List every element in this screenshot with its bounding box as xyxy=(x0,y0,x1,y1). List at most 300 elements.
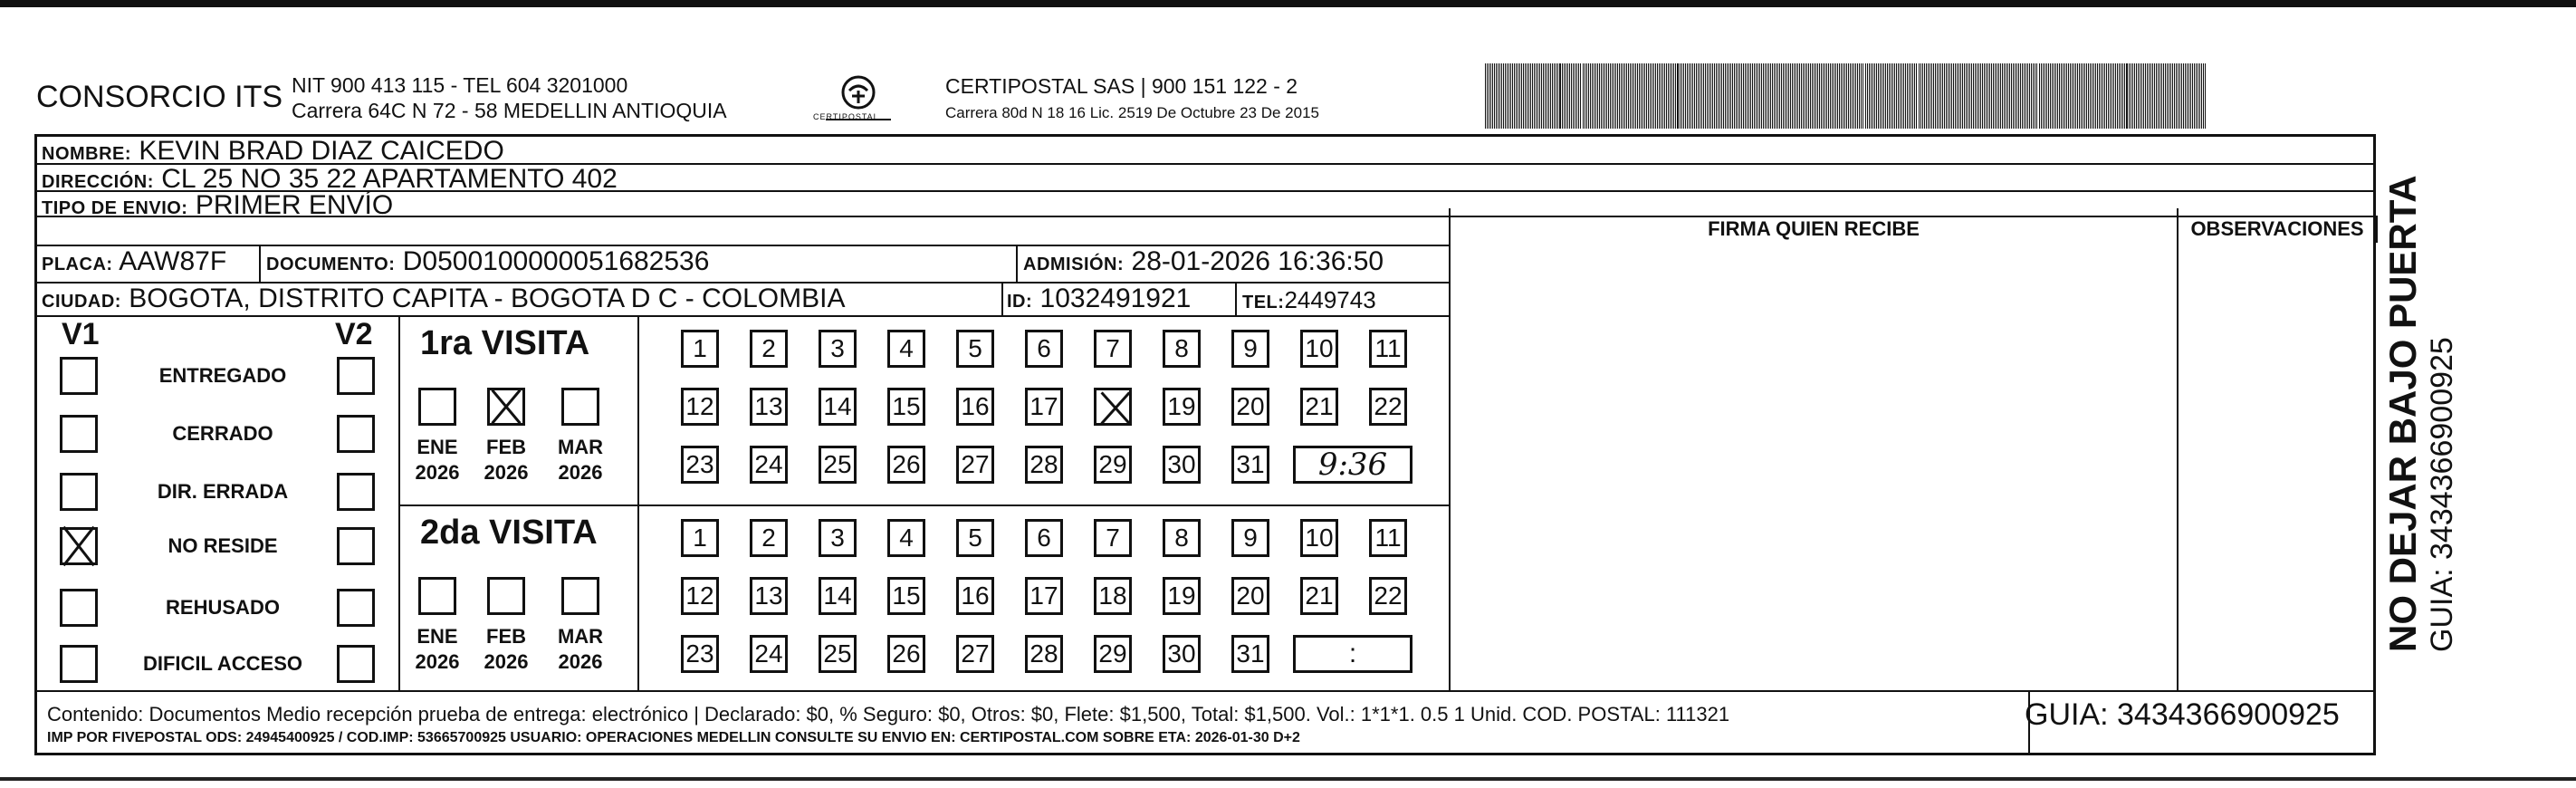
visit-time: : xyxy=(1348,639,1357,668)
barcode-bar xyxy=(2143,63,2144,129)
day-checkbox[interactable]: 27 xyxy=(956,635,994,673)
day-checkbox[interactable]: 19 xyxy=(1163,577,1201,615)
month-year: 2026 xyxy=(415,461,460,484)
day-checkbox[interactable]: 11 xyxy=(1369,330,1407,368)
barcode-bar xyxy=(2188,63,2189,129)
barcode-bar xyxy=(2090,63,2091,129)
v1-checkbox[interactable] xyxy=(60,473,98,511)
barcode-bar xyxy=(1494,63,1495,129)
barcode-bar xyxy=(1973,63,1974,129)
v1-checkbox[interactable] xyxy=(60,415,98,453)
barcode-bar xyxy=(2170,63,2171,129)
barcode-bar xyxy=(1835,63,1836,129)
id-label: ID: xyxy=(1007,292,1033,312)
tel-field xyxy=(1242,286,1376,314)
barcode-bar xyxy=(1562,63,1563,129)
barcode-bar xyxy=(1588,63,1589,129)
barcode-bar xyxy=(2072,63,2073,129)
v2-checkbox[interactable] xyxy=(337,527,375,565)
barcode-bar xyxy=(1701,63,1702,129)
day-checkbox[interactable]: 31 xyxy=(1231,446,1269,484)
barcode-bar xyxy=(2132,63,2133,129)
barcode-bar xyxy=(2066,63,2067,129)
side-guia: GUIA: 3434366900925 xyxy=(2425,337,2459,652)
barcode-bar xyxy=(1586,63,1587,129)
contents-line: Contenido: Documentos Medio recepción prueba de entrega: electrónico | Declarado: $0, % Seguro: $0, Otros: $0, Flete: $1,500, Total: $1,500. Vol.: 1*1*1. 0.5 1 Unid. COD. POSTAL: 111321 xyxy=(47,703,1730,726)
barcode-bar xyxy=(1685,63,1686,129)
month-checkbox[interactable] xyxy=(561,388,599,426)
day-checkbox[interactable]: 9 xyxy=(1231,519,1269,557)
barcode-bar xyxy=(2201,63,2202,129)
barcode-bar xyxy=(1528,63,1529,129)
barcode-bar xyxy=(2095,63,2096,129)
barcode-bar xyxy=(1894,63,1895,129)
day-checkbox[interactable]: 13 xyxy=(750,577,788,615)
barcode-bar xyxy=(1677,63,1679,129)
barcode-bar xyxy=(1781,63,1782,129)
barcode-bar xyxy=(1510,63,1511,129)
month-checkbox[interactable] xyxy=(418,388,456,426)
v2-checkbox[interactable] xyxy=(337,473,375,511)
day-checkbox[interactable]: 11 xyxy=(1369,519,1407,557)
admision-value: 28-01-2026 16:36:50 xyxy=(1131,246,1384,276)
barcode-bar xyxy=(1960,63,1961,129)
month-name: MAR xyxy=(557,436,604,458)
month-year: 2026 xyxy=(484,650,529,673)
barcode-bar xyxy=(1545,63,1546,129)
barcode-bar xyxy=(1940,63,1941,129)
ciudad-field xyxy=(42,283,846,314)
barcode-bar xyxy=(1743,63,1744,129)
barcode-bar xyxy=(2050,63,2051,129)
column-divider xyxy=(1449,208,1451,690)
observaciones-header: OBSERVACIONES xyxy=(2190,217,2364,240)
day-checkbox[interactable]: 6 xyxy=(1025,519,1063,557)
day-checkbox[interactable]: 26 xyxy=(887,635,925,673)
day-checkbox[interactable]: 16 xyxy=(956,577,994,615)
barcode-bar xyxy=(1989,63,1990,129)
barcode-bar xyxy=(1801,63,1802,129)
barcode-bar xyxy=(2073,63,2074,129)
day-checkbox[interactable]: 20 xyxy=(1231,388,1269,426)
v2-checkbox[interactable] xyxy=(337,415,375,453)
day-checkbox[interactable]: 13 xyxy=(750,388,788,426)
barcode-bar xyxy=(2203,63,2204,129)
barcode-bar xyxy=(2196,63,2197,129)
barcode-bar xyxy=(2102,63,2103,129)
day-checkbox[interactable]: 28 xyxy=(1025,446,1063,484)
v1-checkbox[interactable] xyxy=(60,589,98,627)
barcode-bar xyxy=(2011,63,2012,129)
month-year: 2026 xyxy=(415,650,460,673)
barcode-bar xyxy=(1557,63,1558,129)
day-checkbox[interactable]: 30 xyxy=(1163,446,1201,484)
barcode-bar xyxy=(1721,63,1722,129)
barcode-bar xyxy=(1619,63,1620,129)
month-year: 2026 xyxy=(558,650,603,673)
day-checkbox[interactable]: 25 xyxy=(819,635,857,673)
barcode-bar xyxy=(1754,63,1755,129)
barcode-bar xyxy=(1966,63,1967,129)
day-checkbox[interactable]: 17 xyxy=(1025,577,1063,615)
barcode-bar xyxy=(1536,63,1537,129)
admision-field xyxy=(1023,246,1384,277)
barcode-bar xyxy=(1569,63,1570,129)
status-label: DIFICIL ACCESO xyxy=(142,652,302,675)
barcode-bar xyxy=(1993,63,1994,129)
print-info-line: IMP POR FIVEPOSTAL ODS: 24945400925 / COD.IMP: 53665700925 USUARIO: OPERACIONES MEDELLIN CONSULTE SU ENVIO EN: CERTIPOSTAL.COM SOBRE ETA: 2026-01-30 D+2 xyxy=(47,730,1300,745)
barcode-bar xyxy=(1837,63,1838,129)
placa-field xyxy=(42,246,226,277)
barcode-bar xyxy=(1692,63,1693,129)
day-checkbox[interactable]: 17 xyxy=(1025,388,1063,426)
day-checkbox[interactable]: 23 xyxy=(681,635,719,673)
barcode-bar xyxy=(1790,63,1791,129)
barcode-bar xyxy=(1765,63,1766,129)
barcode-bar xyxy=(1962,63,1963,129)
day-checkbox[interactable]: 29 xyxy=(1094,635,1132,673)
day-checkbox[interactable] xyxy=(1094,388,1132,426)
barcode-bar xyxy=(1576,63,1577,129)
day-checkbox[interactable]: 7 xyxy=(1094,519,1132,557)
address-line: Carrera 64C N 72 - 58 MEDELLIN ANTIOQUIA xyxy=(292,99,727,122)
barcode-bar xyxy=(2020,63,2021,129)
column-divider xyxy=(1001,282,1003,315)
barcode-bar xyxy=(2141,63,2142,129)
barcode-bar xyxy=(1889,63,1890,129)
barcode-bar xyxy=(1501,63,1502,129)
barcode-bar xyxy=(1832,63,1833,129)
barcode-bar xyxy=(2129,63,2130,129)
day-checkbox[interactable]: 22 xyxy=(1369,388,1407,426)
barcode-bar xyxy=(2154,63,2155,129)
barcode-bar xyxy=(2152,63,2153,129)
v1-checkbox[interactable] xyxy=(60,645,98,683)
barcode-bar xyxy=(2108,63,2109,129)
day-checkbox[interactable]: 20 xyxy=(1231,577,1269,615)
barcode-bar xyxy=(1819,63,1820,129)
barcode-bar xyxy=(1580,63,1581,129)
month-checkbox[interactable] xyxy=(561,577,599,615)
barcode-bar xyxy=(1668,63,1669,129)
barcode-bar xyxy=(2158,63,2159,129)
barcode-bar xyxy=(1846,63,1847,129)
day-checkbox[interactable]: 2 xyxy=(750,330,788,368)
barcode-bar xyxy=(1978,63,1979,129)
day-checkbox[interactable]: 12 xyxy=(681,577,719,615)
barcode-bar xyxy=(1955,63,1956,129)
month-checkbox[interactable] xyxy=(487,577,525,615)
barcode-bar xyxy=(2136,63,2137,129)
barcode-bar xyxy=(2161,63,2162,129)
barcode-bar xyxy=(1885,63,1886,129)
day-checkbox[interactable]: 7 xyxy=(1094,330,1132,368)
barcode-bar xyxy=(1980,63,1981,129)
month-checkbox[interactable] xyxy=(487,388,525,426)
id-field xyxy=(1007,283,1191,314)
barcode-bar xyxy=(1644,63,1645,129)
day-checkbox[interactable]: 12 xyxy=(681,388,719,426)
barcode-bar xyxy=(1907,63,1908,129)
barcode-bar xyxy=(1687,63,1688,129)
barcode-bar xyxy=(1830,63,1831,129)
barcode-bar xyxy=(1597,63,1598,129)
day-checkbox[interactable]: 1 xyxy=(681,519,719,557)
day-checkbox[interactable]: 5 xyxy=(956,519,994,557)
barcode-bar xyxy=(1485,63,1486,129)
barcode-bar xyxy=(2079,63,2080,129)
barcode-bar xyxy=(1817,63,1818,129)
carrier-info xyxy=(945,72,1319,127)
barcode-bar xyxy=(2043,63,2044,129)
barcode-bar xyxy=(1550,63,1551,129)
day-checkbox[interactable]: 14 xyxy=(819,577,857,615)
barcode-bar xyxy=(1916,63,1917,129)
barcode-bar xyxy=(1492,63,1493,129)
status-label: CERRADO xyxy=(172,422,273,445)
barcode-bar xyxy=(1772,63,1773,129)
barcode-bar xyxy=(2075,63,2076,129)
month-year: 2026 xyxy=(484,461,529,484)
barcode-bar xyxy=(1630,63,1631,129)
day-checkbox[interactable]: 2 xyxy=(750,519,788,557)
barcode-bar xyxy=(1892,63,1893,129)
v2-checkbox[interactable] xyxy=(337,357,375,395)
barcode-bar xyxy=(2024,63,2025,129)
v1-checkbox[interactable] xyxy=(60,527,98,565)
barcode-bar xyxy=(1592,63,1593,129)
day-checkbox[interactable]: 4 xyxy=(887,519,925,557)
v2-checkbox[interactable] xyxy=(337,645,375,683)
day-checkbox[interactable]: 21 xyxy=(1300,577,1338,615)
barcode-bar xyxy=(2025,63,2026,129)
barcode-bar xyxy=(1761,63,1762,129)
barcode-bar xyxy=(1617,63,1618,129)
barcode-bar xyxy=(1725,63,1726,129)
barcode-bar xyxy=(1779,63,1780,129)
day-checkbox[interactable]: 1 xyxy=(681,330,719,368)
barcode-bar xyxy=(1975,63,1976,129)
barcode-bar xyxy=(2106,63,2107,129)
day-checkbox[interactable]: 24 xyxy=(750,446,788,484)
barcode-bar xyxy=(1487,63,1488,129)
barcode-bar xyxy=(1710,63,1711,129)
direccion-label: DIRECCIÓN: xyxy=(42,172,154,192)
day-checkbox[interactable]: 4 xyxy=(887,330,925,368)
barcode-bar xyxy=(1590,63,1591,129)
barcode-bar xyxy=(1935,63,1936,129)
day-checkbox[interactable]: 26 xyxy=(887,446,925,484)
barcode-bar xyxy=(1783,63,1784,129)
day-checkbox[interactable]: 22 xyxy=(1369,577,1407,615)
day-checkbox[interactable]: 3 xyxy=(819,330,857,368)
barcode-bar xyxy=(1716,63,1717,129)
column-divider xyxy=(1235,282,1237,315)
barcode-bar xyxy=(1991,63,1992,129)
placa-value: AAW87F xyxy=(119,246,227,276)
barcode-bar xyxy=(2052,63,2053,129)
month-checkbox[interactable] xyxy=(418,577,456,615)
barcode-bar xyxy=(1564,63,1565,129)
day-checkbox[interactable]: 25 xyxy=(819,446,857,484)
v1-checkbox[interactable] xyxy=(60,357,98,395)
admision-label: ADMISIÓN: xyxy=(1023,255,1125,274)
barcode-bar xyxy=(1642,63,1643,129)
day-checkbox[interactable]: 27 xyxy=(956,446,994,484)
barcode-bar xyxy=(1503,63,1504,129)
barcode-bar xyxy=(1903,63,1904,129)
barcode-bar xyxy=(1878,63,1879,129)
barcode-bar xyxy=(1624,63,1625,129)
barcode-bar xyxy=(1937,63,1938,129)
day-checkbox[interactable]: 29 xyxy=(1094,446,1132,484)
barcode-bar xyxy=(1861,63,1862,129)
day-checkbox[interactable]: 6 xyxy=(1025,330,1063,368)
month-label xyxy=(549,624,612,675)
barcode-bar xyxy=(2002,63,2003,129)
barcode-bar xyxy=(1823,63,1824,129)
barcode-bar xyxy=(1548,63,1549,129)
barcode-bar xyxy=(2104,63,2105,129)
day-checkbox[interactable]: 18 xyxy=(1094,577,1132,615)
barcode-bar xyxy=(1898,63,1899,129)
barcode-bar xyxy=(1599,63,1600,129)
barcode-bar xyxy=(2194,63,2195,129)
placa-label: PLACA: xyxy=(42,255,113,274)
row-divider xyxy=(34,315,1449,317)
barcode-bar xyxy=(1530,63,1531,129)
barcode-bar xyxy=(1745,63,1746,129)
barcode-bar xyxy=(1871,63,1872,129)
day-checkbox[interactable]: 8 xyxy=(1163,330,1201,368)
barcode-bar xyxy=(1806,63,1807,129)
barcode-bar xyxy=(1998,63,1999,129)
barcode-bar xyxy=(1683,63,1684,129)
barcode-bar xyxy=(2041,63,2042,129)
barcode-bar xyxy=(1812,63,1813,129)
company-name: CONSORCIO ITS xyxy=(36,80,283,114)
day-checkbox[interactable]: 28 xyxy=(1025,635,1063,673)
day-checkbox[interactable]: 3 xyxy=(819,519,857,557)
barcode-bar xyxy=(1490,63,1491,129)
day-checkbox[interactable]: 19 xyxy=(1163,388,1201,426)
barcode-bar xyxy=(2004,63,2005,129)
barcode-bar xyxy=(2064,63,2065,129)
visit-time-box[interactable] xyxy=(1293,446,1412,484)
barcode-bar xyxy=(2134,63,2135,129)
barcode-bar xyxy=(1615,63,1616,129)
barcode-bar xyxy=(1541,63,1542,129)
barcode-bar xyxy=(1583,63,1584,129)
barcode-bar xyxy=(2150,63,2151,129)
barcode-bar xyxy=(1810,63,1811,129)
day-checkbox[interactable]: 14 xyxy=(819,388,857,426)
barcode-bar xyxy=(1848,63,1849,129)
barcode-bar xyxy=(1653,63,1654,129)
day-checkbox[interactable]: 16 xyxy=(956,388,994,426)
barcode-bar xyxy=(1855,63,1856,129)
barcode-bar xyxy=(1641,63,1642,129)
barcode-bar xyxy=(1844,63,1845,129)
day-checkbox[interactable]: 21 xyxy=(1300,388,1338,426)
logo-text: CERTIPOSTAL xyxy=(813,112,879,121)
barcode-bar xyxy=(1828,63,1829,129)
day-checkbox[interactable]: 10 xyxy=(1300,330,1338,368)
barcode-bar xyxy=(2057,63,2058,129)
day-checkbox[interactable]: 5 xyxy=(956,330,994,368)
barcode-bar xyxy=(1987,63,1988,129)
day-checkbox[interactable]: 15 xyxy=(887,577,925,615)
day-checkbox[interactable]: 31 xyxy=(1231,635,1269,673)
barcode-bar xyxy=(1505,63,1506,129)
barcode-bar xyxy=(2070,63,2071,129)
v2-header: V2 xyxy=(335,317,373,351)
day-checkbox[interactable]: 23 xyxy=(681,446,719,484)
v2-checkbox[interactable] xyxy=(337,589,375,627)
month-name: ENE xyxy=(417,625,458,648)
barcode-bar xyxy=(1559,63,1561,129)
barcode-bar xyxy=(1774,63,1775,129)
nombre-field xyxy=(42,136,504,167)
barcode-bar xyxy=(1595,63,1596,129)
barcode-bar xyxy=(2009,63,2010,129)
barcode-bar xyxy=(1853,63,1854,129)
barcode-bar xyxy=(1768,63,1769,129)
barcode-bar xyxy=(2033,63,2034,129)
barcode-bar xyxy=(1747,63,1748,129)
barcode-bar xyxy=(2097,63,2098,129)
barcode-bar xyxy=(1525,63,1526,129)
day-checkbox[interactable]: 9 xyxy=(1231,330,1269,368)
barcode-bar xyxy=(1633,63,1634,129)
barcode-bar xyxy=(1680,63,1681,129)
barcode-bar xyxy=(2156,63,2157,129)
carrier-line: CERTIPOSTAL SAS | 900 151 122 - 2 xyxy=(945,74,1298,98)
barcode-bar xyxy=(1519,63,1520,129)
barcode-bar xyxy=(1984,63,1985,129)
month-label xyxy=(406,624,469,675)
nombre-value: KEVIN BRAD DIAZ CAICEDO xyxy=(139,136,504,166)
barcode-bar xyxy=(1841,63,1842,129)
day-checkbox[interactable]: 15 xyxy=(887,388,925,426)
barcode-bar xyxy=(2099,63,2100,129)
barcode-bar xyxy=(1865,63,1866,129)
barcode-bar xyxy=(1933,63,1934,129)
barcode-bar xyxy=(1723,63,1724,129)
barcode-bar xyxy=(1748,63,1749,129)
day-checkbox[interactable]: 10 xyxy=(1300,519,1338,557)
barcode-bar xyxy=(1949,63,1950,129)
visit-time-box[interactable] xyxy=(1293,635,1412,673)
barcode-bar xyxy=(1694,63,1695,129)
column-divider xyxy=(637,315,639,690)
barcode-bar xyxy=(1718,63,1719,129)
bottom-border xyxy=(0,777,2576,781)
barcode-bar xyxy=(1714,63,1715,129)
barcode-bar xyxy=(1880,63,1881,129)
day-checkbox[interactable]: 24 xyxy=(750,635,788,673)
visit-title: 2da VISITA xyxy=(420,514,598,552)
barcode-bar xyxy=(1637,63,1638,129)
barcode-bar xyxy=(1752,63,1753,129)
barcode-bar xyxy=(2063,63,2064,129)
day-checkbox[interactable]: 30 xyxy=(1163,635,1201,673)
day-checkbox[interactable]: 8 xyxy=(1163,519,1201,557)
visit-time: 9:36 xyxy=(1317,447,1388,483)
barcode-bar xyxy=(2117,63,2118,129)
barcode-bar xyxy=(1839,63,1840,129)
column-divider xyxy=(259,245,261,282)
